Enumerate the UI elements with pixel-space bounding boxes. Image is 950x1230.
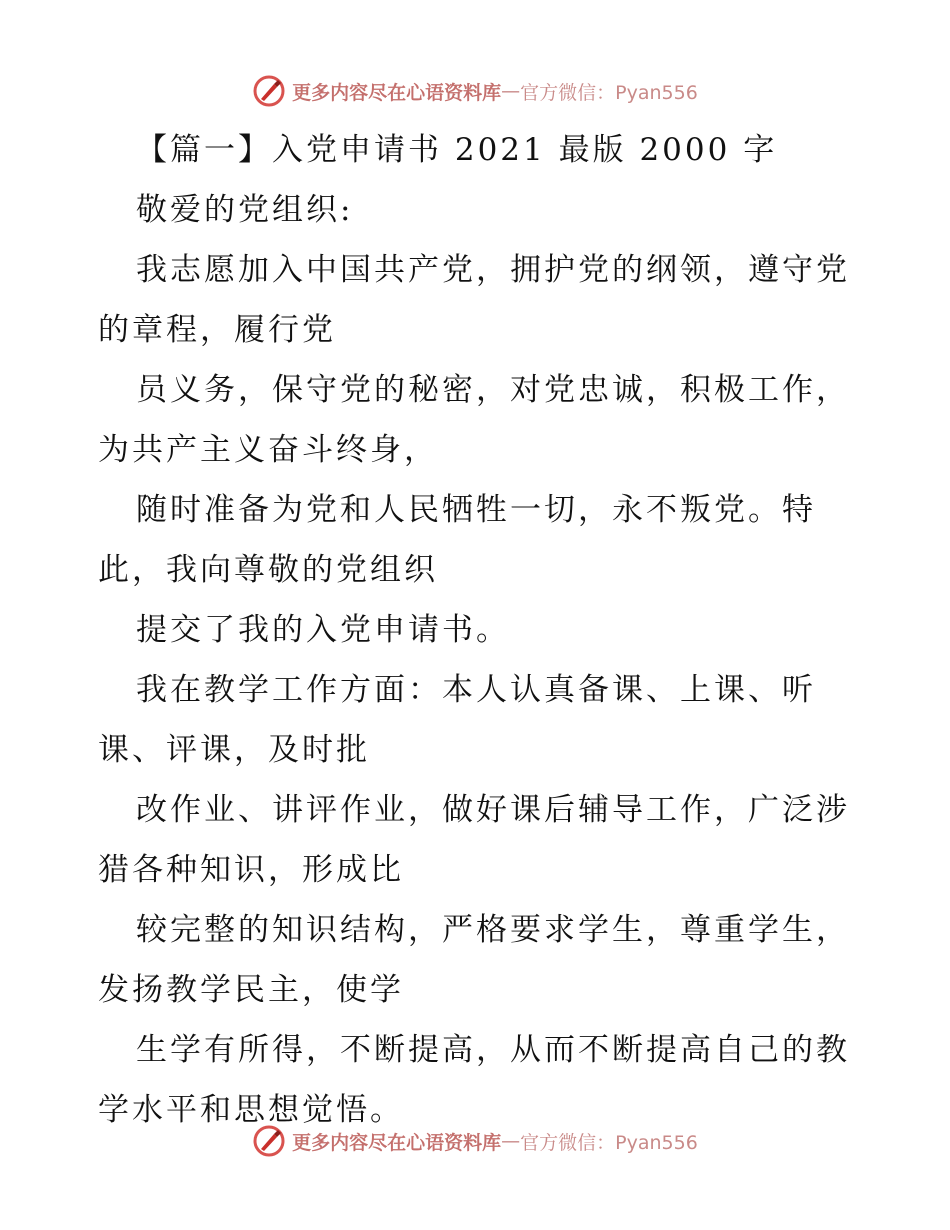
document-title: 【篇一】入党申请书 2021 最版 2000 字	[136, 132, 778, 168]
watermark-contact: 官方微信：Pyan556	[520, 81, 698, 104]
text-line: 此，我向尊敬的党组织	[98, 552, 438, 588]
watermark-brand: 更多内容尽在心语资料库	[292, 81, 502, 104]
text-line: 我在教学工作方面：本人认真备课、上课、听	[136, 672, 816, 708]
footer-watermark	[0, 1124, 950, 1158]
text-line: 学水平和思想觉悟。	[98, 1092, 404, 1128]
text-line: 改作业、讲评作业，做好课后辅导工作，广泛涉	[136, 792, 850, 828]
text-line: 的章程，履行党	[98, 312, 336, 348]
text-line: 发扬教学民主，使学	[98, 972, 404, 1008]
text-line: 员义务，保守党的秘密，对党忠诚，积极工作，	[136, 372, 850, 408]
watermark-separator: —	[501, 80, 521, 102]
text-line: 较完整的知识结构，严格要求学生，尊重学生，	[136, 912, 850, 948]
text-line: 为共产主义奋斗终身，	[98, 432, 438, 468]
text-line: 课、评课，及时批	[98, 732, 370, 768]
pen-logo-icon	[252, 1124, 286, 1158]
text-line: 随时准备为党和人民牺牲一切，永不叛党。特	[136, 492, 816, 528]
text-line: 提交了我的入党申请书。	[136, 612, 510, 648]
watermark-separator: —	[501, 1130, 521, 1152]
text-line: 猎各种知识，形成比	[98, 852, 404, 888]
watermark-brand: 更多内容尽在心语资料库	[292, 1131, 502, 1154]
watermark-contact: 官方微信：Pyan556	[520, 1131, 698, 1154]
text-line: 敬爱的党组织:	[136, 192, 354, 228]
text-line: 我志愿加入中国共产党，拥护党的纲领，遵守党	[136, 252, 850, 288]
document-body	[98, 120, 868, 1140]
header-watermark	[0, 74, 950, 108]
pen-logo-icon	[252, 74, 286, 108]
text-line: 生学有所得，不断提高，从而不断提高自己的教	[136, 1032, 850, 1068]
